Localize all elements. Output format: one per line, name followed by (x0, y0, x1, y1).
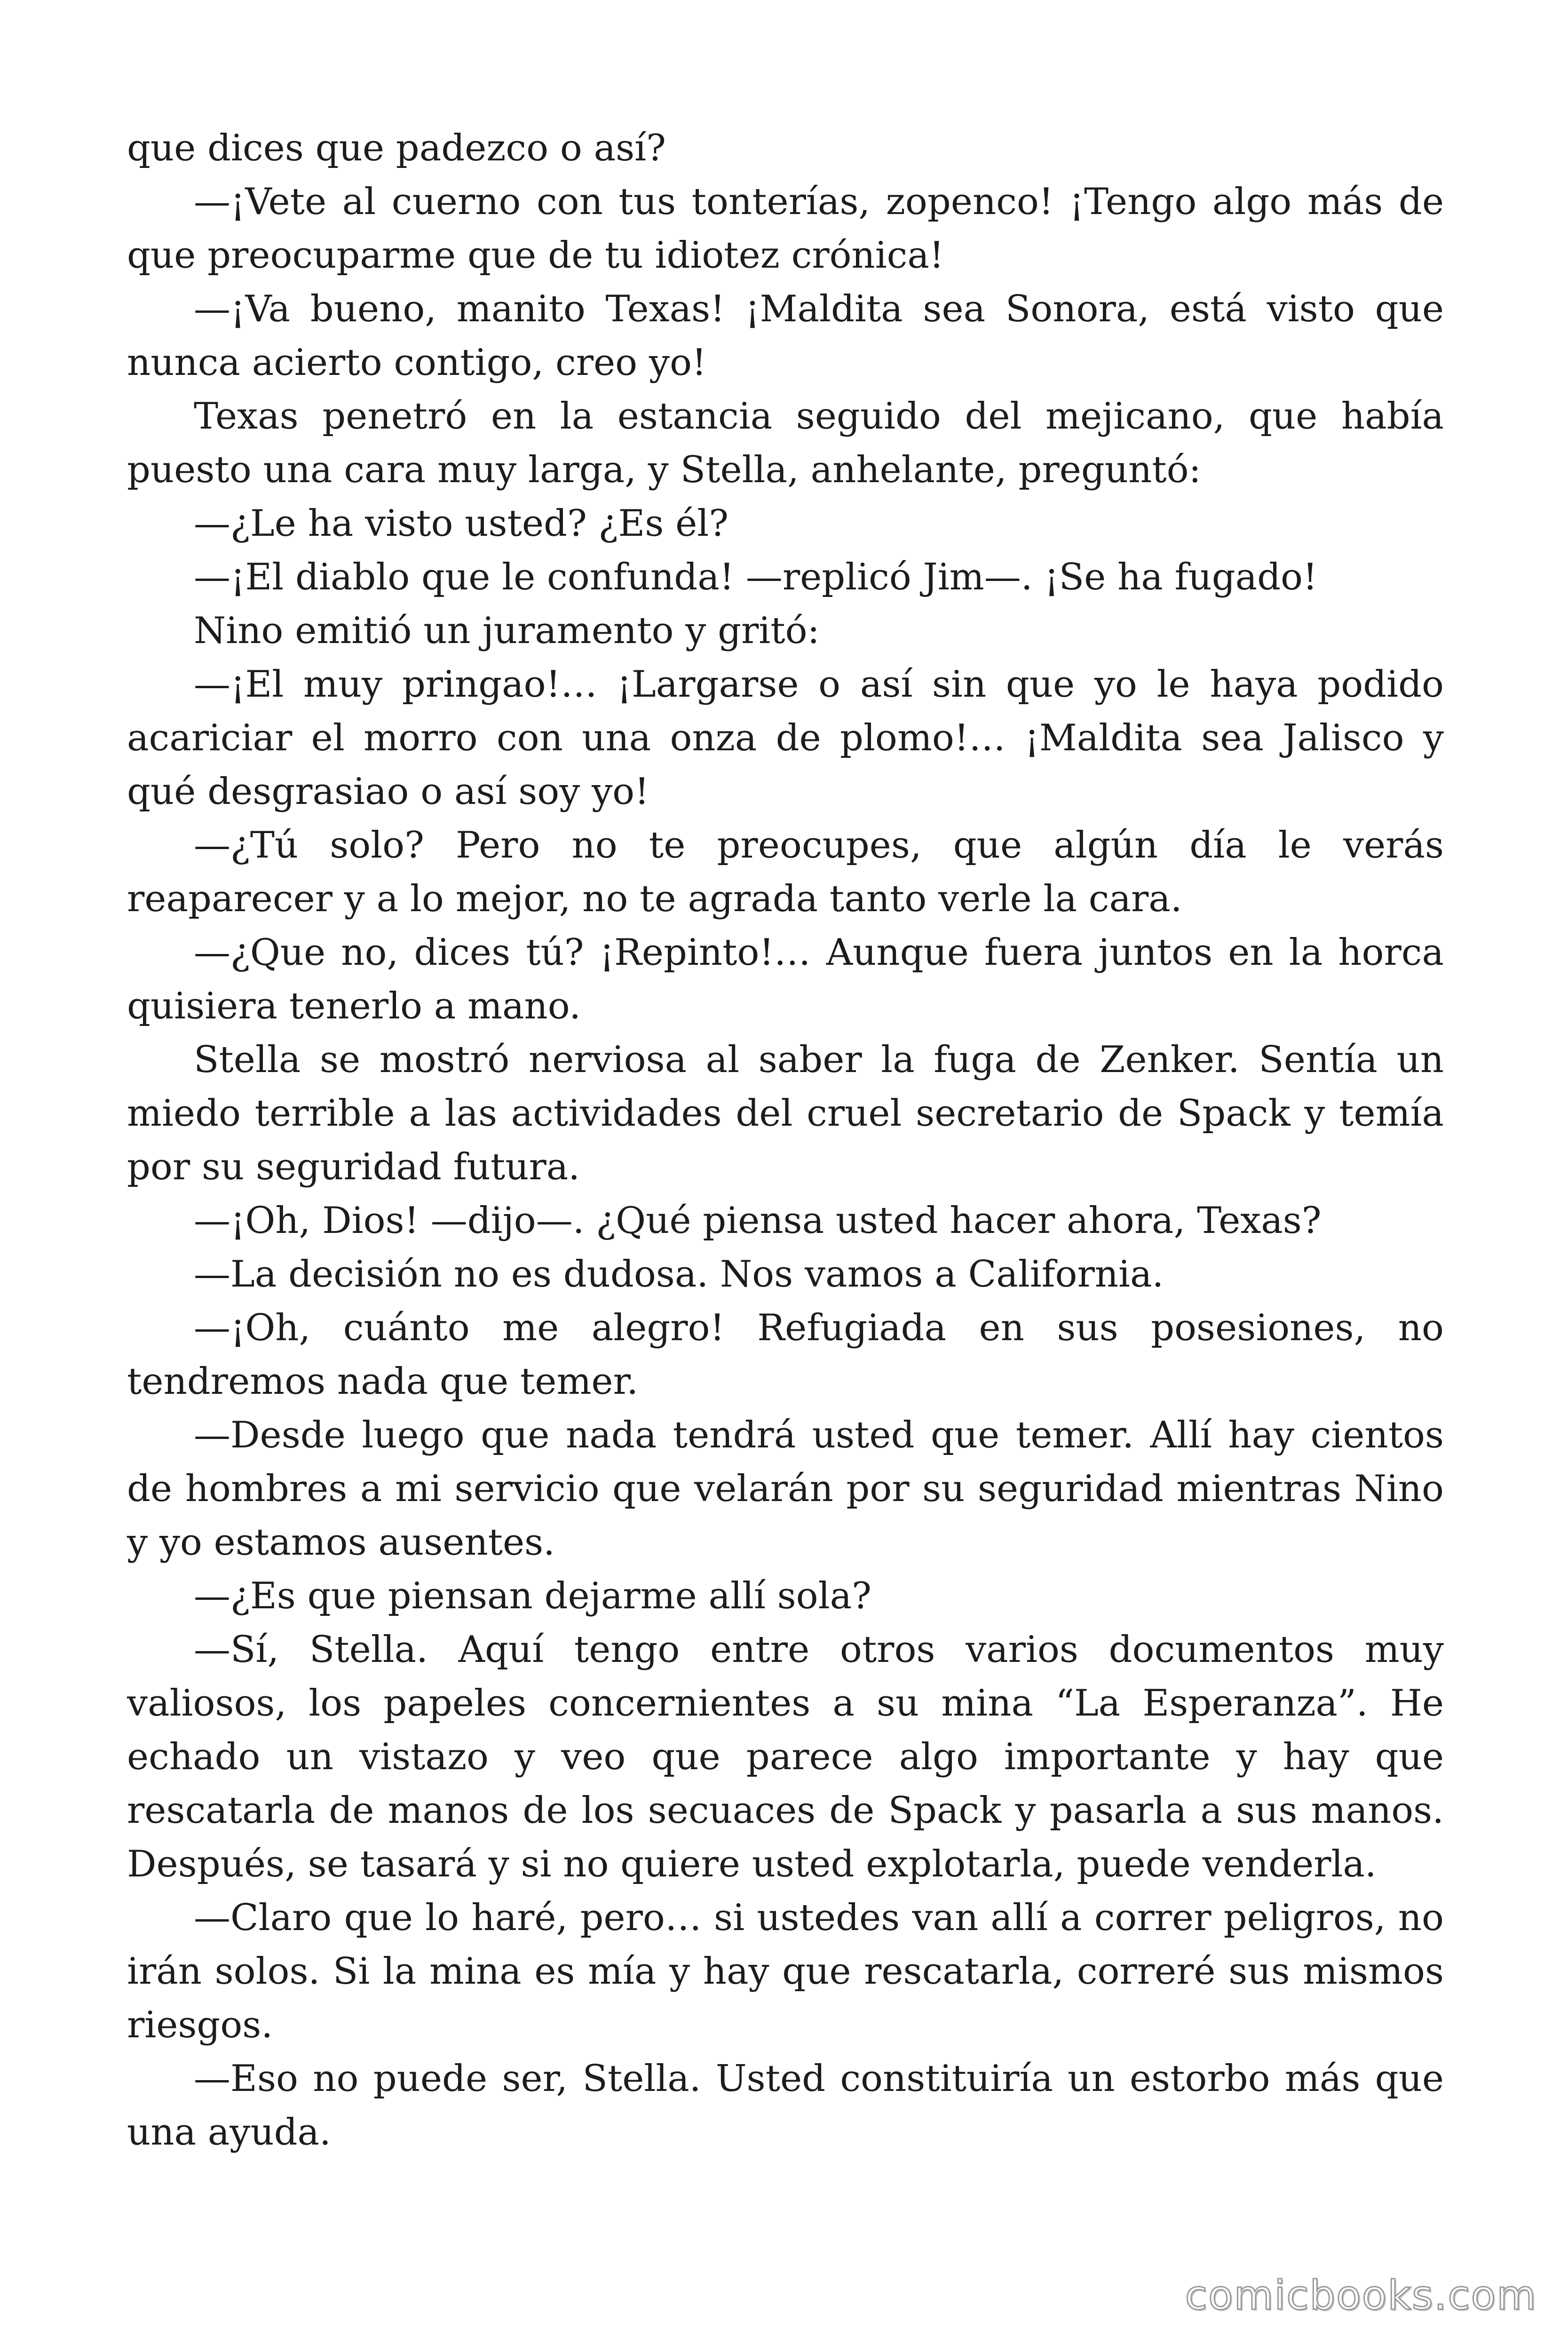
paragraph: que dices que padezco o así? (127, 127, 666, 169)
paragraph: Nino emitió un juramento y gritó: (194, 610, 820, 652)
page-body (127, 121, 1444, 2159)
paragraph: —¡Oh, Dios! —dijo—. ¿Qué piensa usted hacer ahora, Texas? (194, 1200, 1322, 1242)
paragraph: Stella se mostró nerviosa al saber la fuga de Zenker. Sentía un miedo terrible a las actividades del cruel secretario de Spack y temía por su seguridad futura. (127, 1039, 1444, 1188)
paragraph: —Sí, Stella. Aquí tengo entre otros varios documentos muy valiosos, los papeles concernientes a su mina “La Esperanza”. He echado un vistazo y veo que parece algo importante y hay que rescatarla de manos de los secuaces de Spack y pasarla a sus manos. Después, se tasará y si no quiere usted explotarla, puede venderla. (127, 1629, 1444, 1885)
paragraph: —Claro que lo haré, pero… si ustedes van allí a correr peligros, no irán solos. Si la mina es mía y hay que rescatarla, correré sus mismos riesgos. (127, 1897, 1444, 2046)
paragraph: —¿Tú solo? Pero no te preocupes, que algún día le verás reaparecer y a lo mejor, no te agrada tanto verle la cara. (127, 824, 1444, 920)
paragraph: —¿Le ha visto usted? ¿Es él? (194, 502, 729, 545)
paragraph: —¡Va bueno, manito Texas! ¡Maldita sea Sonora, está visto que nunca acierto contigo, creo yo! (127, 288, 1444, 384)
paragraph: —La decisión no es dudosa. Nos vamos a California. (194, 1253, 1164, 1295)
paragraph: —¡Vete al cuerno con tus tonterías, zopenco! ¡Tengo algo más de que preocuparme que de tu idiotez crónica! (127, 181, 1444, 277)
paragraph: —¿Es que piensan dejarme allí sola? (194, 1575, 871, 1617)
watermark: comicbooks.com (1185, 2272, 1537, 2319)
paragraph: —¡Oh, cuánto me alegro! Refugiada en sus posesiones, no tendremos nada que temer. (127, 1307, 1444, 1403)
paragraph: Texas penetró en la estancia seguido del mejicano, que había puesto una cara muy larga, y Stella, anhelante, preguntó: (127, 395, 1444, 491)
paragraph: —¿Que no, dices tú? ¡Repinto!… Aunque fuera juntos en la horca quisiera tenerlo a mano. (127, 931, 1444, 1027)
paragraph: —Eso no puede ser, Stella. Usted constituiría un estorbo más que una ayuda. (127, 2058, 1444, 2153)
paragraph: —¡El muy pringao!… ¡Largarse o así sin que yo le haya podido acariciar el morro con una onza de plomo!… ¡Maldita sea Jalisco y qué desgrasiao o así soy yo! (127, 663, 1444, 813)
paragraph: —Desde luego que nada tendrá usted que temer. Allí hay cientos de hombres a mi servicio que velarán por su seguridad mientras Nino y yo estamos ausentes. (127, 1414, 1444, 1564)
paragraph: —¡El diablo que le confunda! —replicó Jim—. ¡Se ha fugado! (194, 556, 1318, 598)
